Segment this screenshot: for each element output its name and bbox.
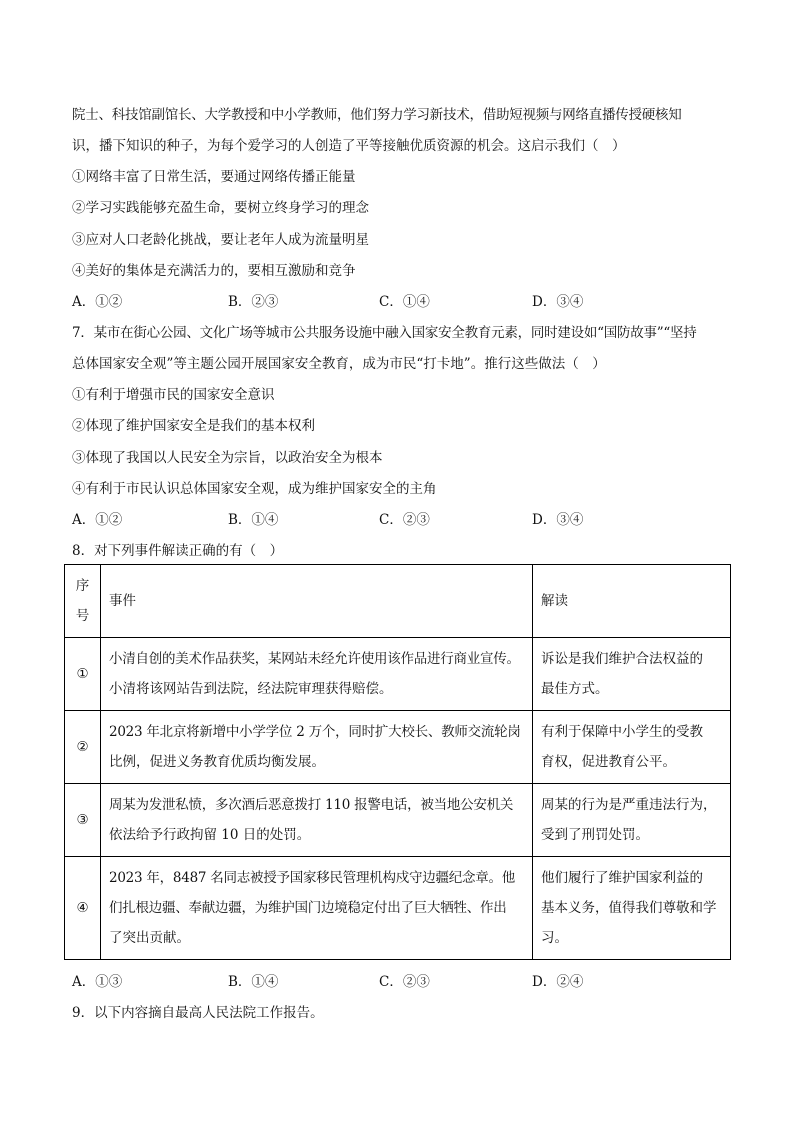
row-3-reading-line-1: 周某的行为是严重违法行为， xyxy=(541,797,717,813)
row-1-number: ① xyxy=(65,638,101,711)
table-row xyxy=(65,711,731,784)
row-3-reading xyxy=(533,784,731,857)
q8-options xyxy=(72,970,732,990)
row-2-event-line-2: 比例，促进义务教育优质均衡发展。 xyxy=(109,754,325,770)
q6-item-1: ①网络丰富了日常生活，要通过网络传播正能量 xyxy=(72,169,356,185)
row-4-reading-line-3: 习。 xyxy=(541,930,568,946)
q8-stem: 8．对下列事件解读正确的有（ ） xyxy=(72,543,284,559)
q6-option-d[interactable]: D．③④ xyxy=(532,294,584,310)
q6-item-4: ④美好的集体是充满活力的，要相互激励和竞争 xyxy=(72,263,356,279)
q6-option-a[interactable]: A．①② xyxy=(72,294,123,310)
table-row xyxy=(65,638,731,711)
q8-option-b[interactable]: B．①④ xyxy=(228,974,279,990)
q6-stem-line-2: 识，播下知识的种子，为每个爱学习的人创造了平等接触优质资源的机会。这启示我们（ ） xyxy=(72,138,626,154)
row-4-reading xyxy=(533,857,731,960)
q6-stem-line-1: 院士、科技馆副馆长、大学教授和中小学教师，他们努力学习新技术，借助短视频与网络直播传授硬核知 xyxy=(72,107,682,123)
row-3-event xyxy=(101,784,533,857)
row-2-event xyxy=(101,711,533,784)
q6-option-b[interactable]: B．②③ xyxy=(228,294,279,310)
row-3-event-line-2: 依法给予行政拘留 10 日的处罚。 xyxy=(109,827,311,843)
row-2-reading-line-2: 育权，促进教育公平。 xyxy=(541,754,676,770)
row-3-number: ③ xyxy=(65,784,101,857)
q7-stem-line-2: 总体国家安全观”等主题公园开展国家安全教育，成为市民“打卡地”。推行这些做法（ ） xyxy=(72,356,606,372)
row-1-event-line-1: 小清自创的美术作品获奖，某网站未经允许使用该作品进行商业宣传。 xyxy=(109,651,520,667)
row-2-reading-line-1: 有利于保障中小学生的受教 xyxy=(541,724,703,740)
q7-option-d[interactable]: D．③④ xyxy=(532,512,584,528)
q6-options xyxy=(72,290,732,310)
row-2-number: ② xyxy=(65,711,101,784)
events-table xyxy=(64,564,731,960)
header-event: 事件 xyxy=(101,565,533,638)
row-1-event xyxy=(101,638,533,711)
q7-option-b[interactable]: B．①④ xyxy=(228,512,279,528)
q9-stem: 9．以下内容摘自最高人民法院工作报告。 xyxy=(72,1005,324,1021)
header-number-text: 序 号 xyxy=(75,578,90,624)
row-4-reading-line-2: 基本义务，值得我们尊敬和学 xyxy=(541,900,717,916)
q7-options xyxy=(72,508,732,528)
row-4-event-line-3: 了突出贡献。 xyxy=(109,930,190,946)
q6-option-c[interactable]: C．①④ xyxy=(379,294,430,310)
row-4-number: ④ xyxy=(65,857,101,960)
q6-item-3: ③应对人口老龄化挑战，要让老年人成为流量明星 xyxy=(72,232,369,248)
row-4-event-line-1: 2023 年，8487 名同志被授予国家移民管理机构戍守边疆纪念章。他 xyxy=(109,870,516,886)
row-1-reading-line-1: 诉讼是我们维护合法权益的 xyxy=(541,651,703,667)
row-4-reading-line-1: 他们履行了维护国家利益的 xyxy=(541,870,703,886)
q7-stem-line-1: 7．某市在街心公园、文化广场等城市公共服务设施中融入国家安全教育元素，同时建设如“国防故事”“坚持 xyxy=(72,325,697,341)
table-row xyxy=(65,784,731,857)
row-1-reading-line-2: 最佳方式。 xyxy=(541,681,609,697)
q7-option-c[interactable]: C．②③ xyxy=(379,512,430,528)
row-3-event-line-1: 周某为发泄私愤，多次酒后恶意拨打 110 报警电话，被当地公安机关 xyxy=(109,797,514,813)
row-3-reading-line-2: 受到了刑罚处罚。 xyxy=(541,827,649,843)
header-reading: 解读 xyxy=(533,565,731,638)
q8-option-d[interactable]: D．②④ xyxy=(532,974,584,990)
row-1-reading xyxy=(533,638,731,711)
q7-item-4: ④有利于市民认识总体国家安全观，成为维护国家安全的主角 xyxy=(72,481,437,497)
q7-item-1: ①有利于增强市民的国家安全意识 xyxy=(72,387,275,403)
row-2-reading xyxy=(533,711,731,784)
row-1-event-line-2: 小清将该网站告到法院，经法院审理获得赔偿。 xyxy=(109,681,393,697)
q7-item-2: ②体现了维护国家安全是我们的基本权利 xyxy=(72,418,315,434)
row-4-event xyxy=(101,857,533,960)
q7-option-a[interactable]: A．①② xyxy=(72,512,123,528)
table-row xyxy=(65,857,731,960)
q8-option-c[interactable]: C．②③ xyxy=(379,974,430,990)
header-number xyxy=(65,565,101,638)
row-2-event-line-1: 2023 年北京将新增中小学学位 2 万个，同时扩大校长、教师交流轮岗 xyxy=(109,724,521,740)
q6-item-2: ②学习实践能够充盈生命，要树立终身学习的理念 xyxy=(72,200,369,216)
q7-item-3: ③体现了我国以人民安全为宗旨，以政治安全为根本 xyxy=(72,450,383,466)
q8-option-a[interactable]: A．①③ xyxy=(72,974,123,990)
row-4-event-line-2: 们扎根边疆、奉献边疆，为维护国门边境稳定付出了巨大牺牲、作出 xyxy=(109,900,507,916)
table-header-row xyxy=(65,565,731,638)
